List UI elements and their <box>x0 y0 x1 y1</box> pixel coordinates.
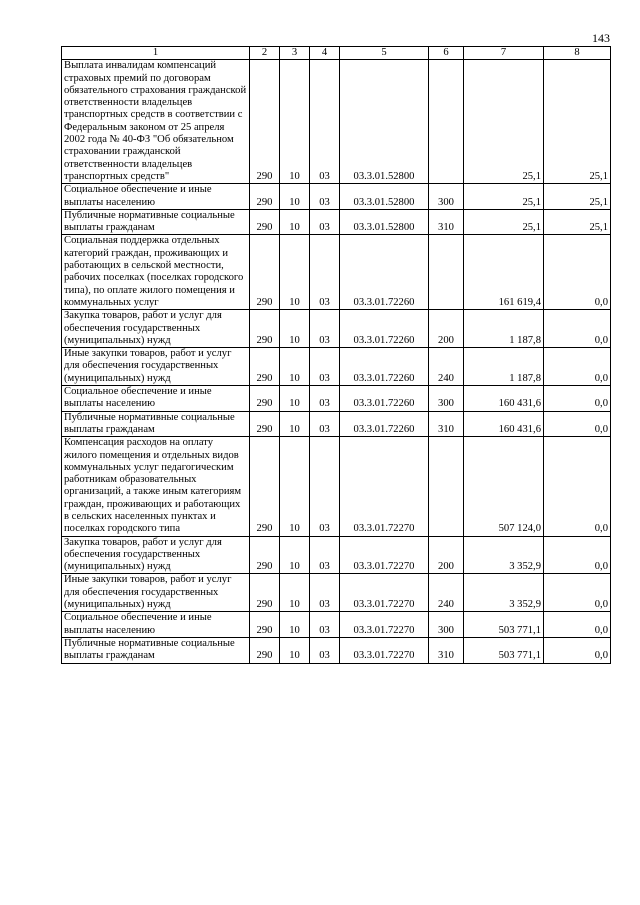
cell-code-4: 03 <box>310 209 340 235</box>
cell-code-3: 10 <box>280 637 310 663</box>
cell-amount-2: 0,0 <box>544 310 611 348</box>
cell-code-4: 03 <box>310 637 340 663</box>
cell-amount-2: 25,1 <box>544 184 611 210</box>
cell-amount-2: 0,0 <box>544 411 611 437</box>
row-description: Закупка товаров, работ и услуг для обеспечения государственных (муниципальных) нужд <box>62 536 250 574</box>
cell-expense-type: 310 <box>429 411 464 437</box>
cell-amount-2: 0,0 <box>544 235 611 310</box>
cell-target-article: 03.3.01.72270 <box>340 437 429 536</box>
cell-expense-type <box>429 235 464 310</box>
cell-target-article: 03.3.01.52800 <box>340 209 429 235</box>
cell-code-2: 290 <box>250 386 280 412</box>
cell-code-3: 10 <box>280 536 310 574</box>
cell-target-article: 03.3.01.72270 <box>340 612 429 638</box>
cell-code-3: 10 <box>280 60 310 184</box>
cell-code-3: 10 <box>280 612 310 638</box>
cell-code-2: 290 <box>250 612 280 638</box>
table-row <box>62 411 611 437</box>
column-header: 2 <box>250 47 280 60</box>
cell-expense-type: 200 <box>429 310 464 348</box>
cell-target-article: 03.3.01.52800 <box>340 184 429 210</box>
row-description: Социальная поддержка отдельных категорий граждан, проживающих и работающих в сельской местности, рабочих поселках (поселках городского типа), по оплате жилого помещения и коммунальных услуг <box>62 235 250 310</box>
cell-expense-type <box>429 437 464 536</box>
cell-code-3: 10 <box>280 386 310 412</box>
cell-code-4: 03 <box>310 348 340 386</box>
cell-amount-1: 1 187,8 <box>464 348 544 386</box>
row-description: Иные закупки товаров, работ и услуг для обеспечения государственных (муниципальных) нужд <box>62 348 250 386</box>
cell-code-3: 10 <box>280 411 310 437</box>
row-description: Компенсация расходов на оплату жилого помещения и отдельных видов коммунальных услуг педагогическим работникам образовательных организаций, а также иным категориям граждан, проживающих и работающих в сельских населенных пунктах и поселках городского типа <box>62 437 250 536</box>
cell-expense-type: 300 <box>429 184 464 210</box>
cell-target-article: 03.3.01.72260 <box>340 235 429 310</box>
cell-code-3: 10 <box>280 574 310 612</box>
cell-expense-type <box>429 60 464 184</box>
cell-amount-1: 160 431,6 <box>464 386 544 412</box>
header-row <box>62 47 611 60</box>
cell-target-article: 03.3.01.72260 <box>340 386 429 412</box>
column-header: 6 <box>429 47 464 60</box>
cell-amount-2: 25,1 <box>544 60 611 184</box>
page-number: 143 <box>592 31 610 45</box>
cell-amount-1: 507 124,0 <box>464 437 544 536</box>
cell-amount-2: 0,0 <box>544 574 611 612</box>
cell-target-article: 03.3.01.72270 <box>340 536 429 574</box>
cell-code-2: 290 <box>250 574 280 612</box>
table-row <box>62 348 611 386</box>
column-header: 1 <box>62 47 250 60</box>
cell-expense-type: 200 <box>429 536 464 574</box>
row-description: Социальное обеспечение и иные выплаты населению <box>62 386 250 412</box>
cell-code-3: 10 <box>280 348 310 386</box>
cell-expense-type: 300 <box>429 612 464 638</box>
cell-target-article: 03.3.01.72270 <box>340 574 429 612</box>
cell-code-2: 290 <box>250 437 280 536</box>
row-description: Публичные нормативные социальные выплаты гражданам <box>62 411 250 437</box>
cell-code-2: 290 <box>250 184 280 210</box>
cell-code-3: 10 <box>280 209 310 235</box>
cell-amount-1: 160 431,6 <box>464 411 544 437</box>
row-description: Иные закупки товаров, работ и услуг для обеспечения государственных (муниципальных) нужд <box>62 574 250 612</box>
cell-amount-1: 503 771,1 <box>464 637 544 663</box>
column-header: 8 <box>544 47 611 60</box>
row-description: Закупка товаров, работ и услуг для обеспечения государственных (муниципальных) нужд <box>62 310 250 348</box>
table-row <box>62 386 611 412</box>
cell-code-2: 290 <box>250 310 280 348</box>
table-row <box>62 536 611 574</box>
budget-table <box>61 46 611 664</box>
column-header: 7 <box>464 47 544 60</box>
table-row <box>62 184 611 210</box>
cell-code-3: 10 <box>280 437 310 536</box>
cell-amount-2: 0,0 <box>544 437 611 536</box>
cell-expense-type: 310 <box>429 209 464 235</box>
cell-expense-type: 240 <box>429 574 464 612</box>
row-description: Публичные нормативные социальные выплаты гражданам <box>62 209 250 235</box>
cell-code-4: 03 <box>310 235 340 310</box>
cell-target-article: 03.3.01.72270 <box>340 637 429 663</box>
table-row <box>62 310 611 348</box>
cell-amount-1: 1 187,8 <box>464 310 544 348</box>
table-row <box>62 60 611 184</box>
row-description: Публичные нормативные социальные выплаты гражданам <box>62 637 250 663</box>
cell-amount-1: 503 771,1 <box>464 612 544 638</box>
cell-code-2: 290 <box>250 348 280 386</box>
cell-code-2: 290 <box>250 536 280 574</box>
cell-code-3: 10 <box>280 310 310 348</box>
cell-target-article: 03.3.01.72260 <box>340 310 429 348</box>
column-header: 3 <box>280 47 310 60</box>
cell-amount-2: 25,1 <box>544 209 611 235</box>
cell-amount-1: 161 619,4 <box>464 235 544 310</box>
cell-amount-2: 0,0 <box>544 637 611 663</box>
cell-code-4: 03 <box>310 60 340 184</box>
cell-code-4: 03 <box>310 536 340 574</box>
cell-target-article: 03.3.01.72260 <box>340 348 429 386</box>
cell-code-4: 03 <box>310 184 340 210</box>
cell-target-article: 03.3.01.72260 <box>340 411 429 437</box>
cell-code-2: 290 <box>250 60 280 184</box>
cell-amount-1: 3 352,9 <box>464 574 544 612</box>
cell-code-2: 290 <box>250 411 280 437</box>
row-description: Социальное обеспечение и иные выплаты населению <box>62 612 250 638</box>
cell-code-2: 290 <box>250 209 280 235</box>
cell-code-4: 03 <box>310 386 340 412</box>
cell-target-article: 03.3.01.52800 <box>340 60 429 184</box>
table-row <box>62 574 611 612</box>
cell-expense-type: 240 <box>429 348 464 386</box>
cell-code-3: 10 <box>280 184 310 210</box>
cell-expense-type: 310 <box>429 637 464 663</box>
cell-code-4: 03 <box>310 612 340 638</box>
table-row <box>62 612 611 638</box>
cell-code-4: 03 <box>310 574 340 612</box>
cell-amount-2: 0,0 <box>544 348 611 386</box>
cell-amount-1: 25,1 <box>464 209 544 235</box>
cell-code-4: 03 <box>310 310 340 348</box>
cell-amount-2: 0,0 <box>544 386 611 412</box>
column-header: 4 <box>310 47 340 60</box>
table-row <box>62 235 611 310</box>
cell-amount-2: 0,0 <box>544 612 611 638</box>
cell-amount-1: 25,1 <box>464 184 544 210</box>
cell-amount-1: 3 352,9 <box>464 536 544 574</box>
cell-expense-type: 300 <box>429 386 464 412</box>
row-description: Выплата инвалидам компенсаций страховых премий по договорам обязательного страхования гражданской ответственности владельцев транспортных средств в соответствии с Федеральным законом от 25 апреля 2002 года № 40-ФЗ "Об обязательном страховании гражданской ответственности владельцев транспортных средств" <box>62 60 250 184</box>
row-description: Социальное обеспечение и иные выплаты населению <box>62 184 250 210</box>
cell-code-4: 03 <box>310 437 340 536</box>
column-header: 5 <box>340 47 429 60</box>
cell-amount-2: 0,0 <box>544 536 611 574</box>
cell-code-2: 290 <box>250 637 280 663</box>
table-row <box>62 209 611 235</box>
table-row <box>62 437 611 536</box>
cell-code-4: 03 <box>310 411 340 437</box>
table-row <box>62 637 611 663</box>
cell-code-2: 290 <box>250 235 280 310</box>
cell-amount-1: 25,1 <box>464 60 544 184</box>
cell-code-3: 10 <box>280 235 310 310</box>
